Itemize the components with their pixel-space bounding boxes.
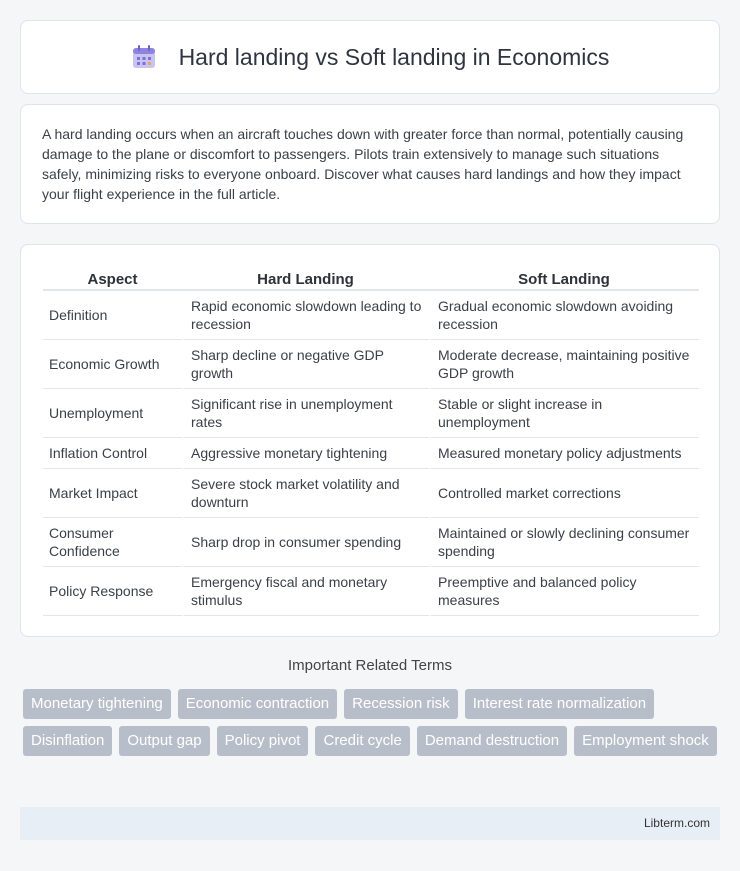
- header-card: [20, 20, 720, 94]
- row-hard: Aggressive monetary tightening: [182, 438, 429, 469]
- related-terms-title: Important Related Terms: [288, 657, 452, 674]
- table-row: [43, 567, 699, 616]
- intro-card: [20, 104, 720, 224]
- related-term-tag[interactable]: Output gap: [119, 726, 209, 756]
- table-row: [43, 518, 699, 567]
- comparison-table: [43, 265, 699, 616]
- row-soft: Stable or slight increase in unemployment: [429, 389, 699, 438]
- table-row: [43, 438, 699, 469]
- header-aspect: Aspect: [43, 265, 182, 291]
- related-term-tag[interactable]: Economic contraction: [178, 689, 337, 719]
- row-hard: Sharp drop in consumer spending: [182, 518, 429, 567]
- related-term-tag[interactable]: Interest rate normalization: [465, 689, 654, 719]
- row-soft: Maintained or slowly declining consumer spending: [429, 518, 699, 567]
- row-hard: Rapid economic slowdown leading to recession: [182, 291, 429, 340]
- footer-site-link[interactable]: Libterm.com: [643, 816, 710, 830]
- table-row: [43, 389, 699, 438]
- row-aspect: Definition: [43, 291, 182, 340]
- footer: [20, 807, 720, 840]
- related-term-tag[interactable]: Demand destruction: [417, 726, 567, 756]
- row-aspect: Unemployment: [43, 389, 182, 438]
- calendar-icon: [131, 44, 157, 70]
- table-header-row: [43, 265, 699, 291]
- related-term-tag[interactable]: Disinflation: [23, 726, 112, 756]
- row-hard: Severe stock market volatility and downturn: [182, 469, 429, 518]
- table-row: [43, 469, 699, 518]
- row-aspect: Consumer Confidence: [43, 518, 182, 567]
- row-hard: Emergency fiscal and monetary stimulus: [182, 567, 429, 616]
- related-term-tag[interactable]: Credit cycle: [315, 726, 409, 756]
- row-soft: Gradual economic slowdown avoiding recession: [429, 291, 699, 340]
- related-term-tag[interactable]: Policy pivot: [217, 726, 309, 756]
- table-row: [43, 340, 699, 389]
- row-soft: Measured monetary policy adjustments: [429, 438, 699, 469]
- row-soft: Moderate decrease, maintaining positive GDP growth: [429, 340, 699, 389]
- page-title: Hard landing vs Soft landing in Economics: [178, 43, 610, 70]
- related-terms-list: [23, 689, 723, 756]
- comparison-card: [20, 244, 720, 637]
- row-soft: Preemptive and balanced policy measures: [429, 567, 699, 616]
- related-term-tag[interactable]: Recession risk: [344, 689, 458, 719]
- related-term-tag[interactable]: Employment shock: [574, 726, 717, 756]
- related-term-tag[interactable]: Monetary tightening: [23, 689, 171, 719]
- row-aspect: Inflation Control: [43, 438, 182, 469]
- row-hard: Significant rise in unemployment rates: [182, 389, 429, 438]
- intro-text: A hard landing occurs when an aircraft touches down with greater force than normal, potentially causing damage to the plane or discomfort to passengers. Pilots train extensively to manage such situations safely, minimizing risks to everyone onboard. Discover what causes hard landings and how they impact your flight experience in the full article.: [42, 126, 684, 202]
- row-hard: Sharp decline or negative GDP growth: [182, 340, 429, 389]
- row-aspect: Policy Response: [43, 567, 182, 616]
- header-hard-landing: Hard Landing: [182, 265, 429, 291]
- table-row: [43, 291, 699, 340]
- header-soft-landing: Soft Landing: [429, 265, 699, 291]
- row-soft: Controlled market corrections: [429, 469, 699, 518]
- row-aspect: Economic Growth: [43, 340, 182, 389]
- row-aspect: Market Impact: [43, 469, 182, 518]
